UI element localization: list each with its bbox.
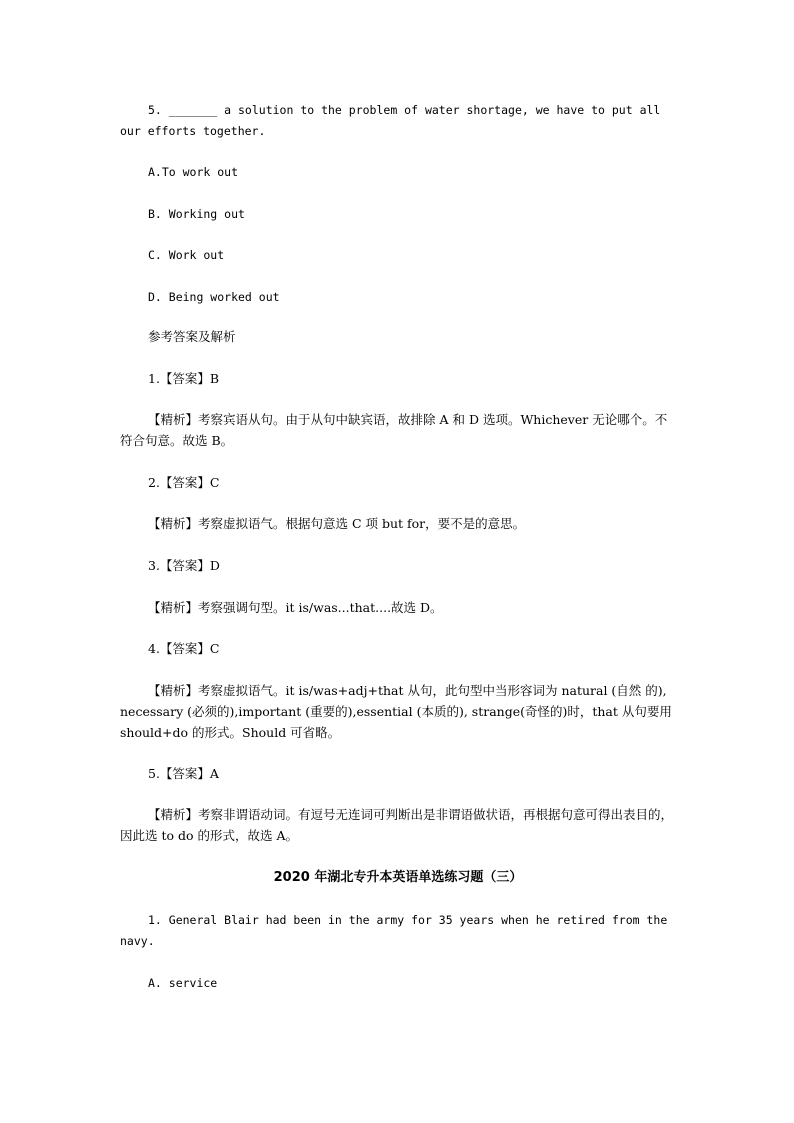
analysis-5: 【精析】考察非谓语动词。有逗号无连词可判断出是非谓语做状语，再根据句意可得出表目的，因此选 to do 的形式，故选 A。	[120, 807, 674, 843]
answer-3: 3.【答案】D	[148, 558, 220, 573]
answers-section-title: 参考答案及解析	[148, 329, 236, 344]
answer-4: 4.【答案】C	[148, 641, 220, 656]
analysis-3: 【精析】考察强调句型。it is/was...that....故选 D。	[148, 600, 443, 615]
answer-2: 2.【答案】C	[148, 475, 220, 490]
question-5-stem: 5. _______ a solution to the problem of water shortage, we have to put all our efforts together.	[120, 103, 661, 138]
analysis-4: 【精析】考察虚拟语气。it is/was+adj+that 从句，此句型中当形容词为 natural (自然 的), necessary (必须的),important (重要的),essential (本质的), strange(奇怪的)时，that 从句要用 should+do 的形式。Should 可省略。	[120, 683, 672, 740]
question-5-option-d: D. Being worked out	[148, 290, 280, 304]
answer-5: 5.【答案】A	[148, 766, 219, 781]
question-5-option-a: A.To work out	[148, 165, 239, 179]
question-5-option-c: C. Work out	[148, 248, 225, 262]
section-3-question-1-stem: 1. General Blair had been in the army for 35 years when he retired from the navy.	[120, 913, 668, 948]
question-5-option-b: B. Working out	[148, 207, 245, 221]
analysis-2: 【精析】考察虚拟语气。根据句意选 C 项 but for，要不是的意思。	[148, 516, 526, 531]
section-3-title: 2020 年湖北专升本英语单选练习题（三）	[273, 870, 523, 885]
analysis-1: 【精析】考察宾语从句。由于从句中缺宾语，故排除 A 和 D 选项。Whichever 无论哪个。不符合句意。故选 B。	[120, 412, 668, 448]
answer-1: 1.【答案】B	[148, 371, 220, 386]
section-3-question-1-option-a: A. service	[148, 976, 218, 990]
